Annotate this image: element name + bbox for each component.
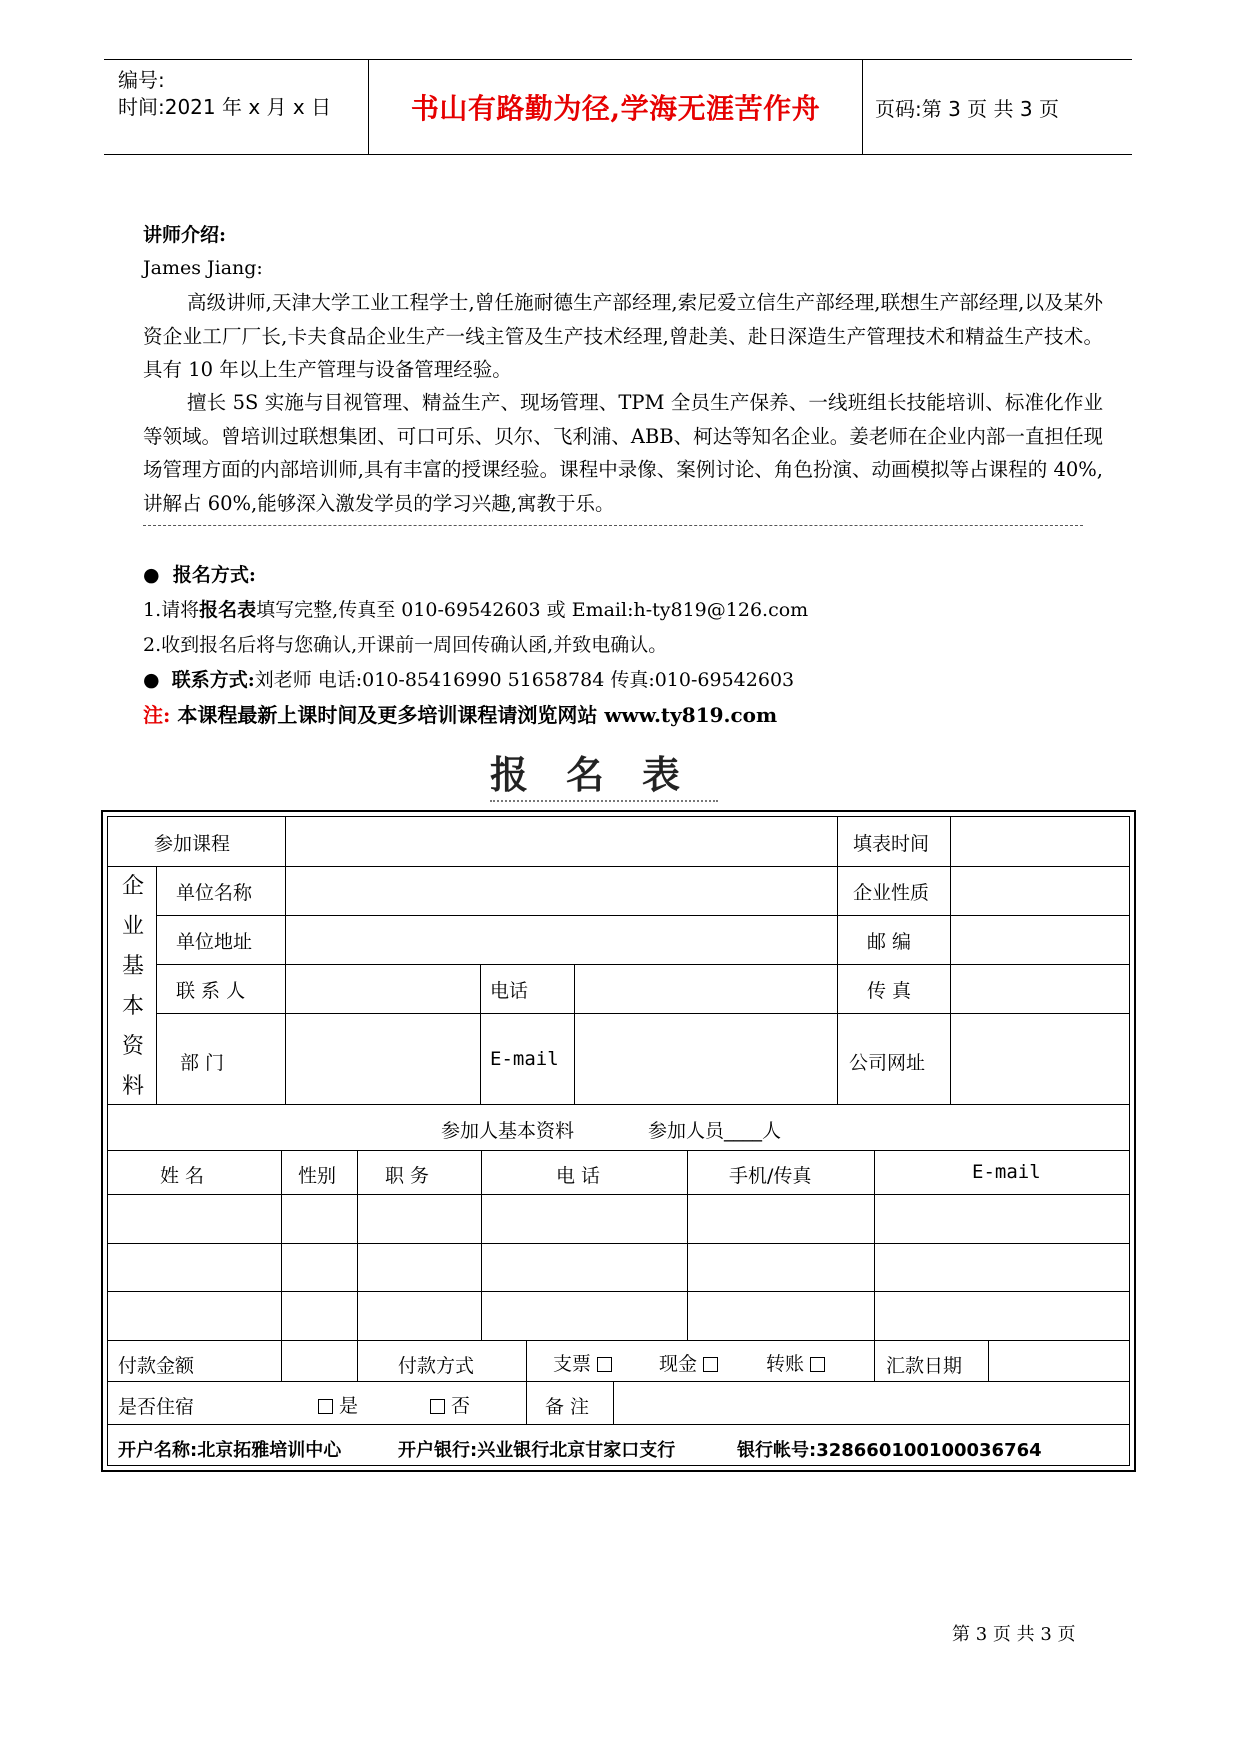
- lodging-label: 是否住宿: [118, 1396, 195, 1418]
- lecturer-heading: 讲师介绍:: [143, 224, 227, 246]
- phone-input[interactable]: [575, 964, 837, 1013]
- checkbox-icon[interactable]: [703, 1357, 718, 1372]
- fax-label: 传 真: [867, 980, 912, 1002]
- header-page-number: 页码:第 3 页 共 3 页: [875, 96, 1059, 121]
- registration-form: [101, 810, 1136, 1472]
- signup-line-1-prefix: 1.请将: [143, 599, 200, 621]
- website-label: 公司网址: [849, 1052, 926, 1074]
- remark-label: 备 注: [545, 1396, 590, 1418]
- contact-person-label: 联 系 人: [176, 980, 246, 1002]
- col-name: 姓 名: [160, 1165, 205, 1187]
- account-name: 开户名称:北京拓雅培训中心: [118, 1440, 342, 1461]
- yes-label: 是: [339, 1395, 359, 1417]
- divider: [143, 525, 1083, 526]
- email-input[interactable]: [575, 1013, 837, 1104]
- checkbox-icon[interactable]: [318, 1399, 333, 1414]
- participants-count: 参加人员____人: [648, 1120, 782, 1142]
- contact-label: 联系方式:: [171, 669, 255, 691]
- remit-date-input[interactable]: [989, 1340, 1131, 1381]
- signup-heading-text: 报名方式:: [172, 564, 256, 586]
- department-input[interactable]: [286, 1013, 480, 1104]
- fill-time-input[interactable]: [951, 817, 1131, 866]
- transfer-label: 转账: [766, 1353, 805, 1375]
- page-footer: 第 3 页 共 3 页: [952, 1624, 1076, 1645]
- check-option[interactable]: [553, 1349, 612, 1376]
- fax-input[interactable]: [951, 964, 1131, 1013]
- contact-value: 刘老师 电话:010-85416990 51658784 传真:010-69542603: [254, 669, 795, 691]
- remit-date-label: 汇款日期: [886, 1355, 963, 1377]
- lecturer-bio-2: 擅长 5S 实施与目视管理、精益生产、现场管理、TPM 全员生产保养、一线班组长技能培训、标准化作业等领域。曾培训过联想集团、可口可乐、贝尔、飞利浦、ABB、柯达等知名企业。姜老师在企业内部一直担任现场管理方面的内部培训师,具有丰富的授课经验。课程中录像、案例讨论、角色扮演、动画模拟等占课程的 40%,讲解占 60%,能够深入激发学员的学习兴趣,寓教于乐。: [143, 391, 1103, 515]
- checkbox-icon[interactable]: [430, 1399, 445, 1414]
- contact-line: [143, 664, 794, 697]
- header-meta: [104, 60, 369, 154]
- participant-row[interactable]: [108, 1195, 1131, 1243]
- col-mobile: 手机/传真: [729, 1165, 812, 1187]
- course-input[interactable]: [286, 817, 837, 866]
- address-label: 单位地址: [176, 931, 253, 953]
- cash-option[interactable]: [659, 1349, 718, 1376]
- postcode-input[interactable]: [951, 915, 1131, 964]
- lodging-no-option[interactable]: [430, 1391, 470, 1418]
- email-label: E-mail: [490, 1048, 559, 1070]
- signup-heading: [143, 559, 256, 592]
- unit-name-label: 单位名称: [176, 882, 253, 904]
- transfer-option[interactable]: [766, 1349, 825, 1376]
- phone-label: 电话: [490, 980, 529, 1002]
- payment-amount-label: 付款金额: [118, 1355, 195, 1377]
- unit-name-input[interactable]: [286, 866, 837, 915]
- course-label: 参加课程: [154, 833, 231, 855]
- contact-person-input[interactable]: [286, 964, 480, 1013]
- checkbox-icon[interactable]: [810, 1357, 825, 1372]
- bullet-icon: ●: [143, 669, 160, 691]
- postcode-label: 邮 编: [867, 931, 912, 953]
- account-number-value: 328660100100036764: [816, 1440, 1042, 1461]
- bank-name: 开户银行:兴业银行北京甘家口支行: [398, 1440, 676, 1461]
- check-label: 支票: [553, 1353, 592, 1375]
- header-motto: 书山有路勤为径,学海无涯苦作舟: [410, 92, 821, 125]
- signup-line-1: [143, 594, 808, 627]
- note-text: 本课程最新上课时间及更多培训课程请浏览网站 www.ty819.com: [177, 703, 778, 727]
- doc-time: 时间:2021 年 x 月 x 日: [118, 95, 332, 119]
- bullet-icon: ●: [143, 564, 160, 586]
- no-label: 否: [451, 1395, 471, 1417]
- address-input[interactable]: [286, 915, 837, 964]
- col-gender: 性别: [298, 1165, 337, 1187]
- checkbox-icon[interactable]: [597, 1357, 612, 1372]
- note-line: [143, 699, 777, 732]
- header-motto-cell: [369, 60, 863, 154]
- participant-row[interactable]: [108, 1292, 1131, 1340]
- signup-line-1-suffix: 填写完整,传真至 010-69542603 或 Email:h-ty819@126.com: [256, 599, 809, 621]
- col-email: E-mail: [972, 1161, 1041, 1183]
- lodging-yes-option[interactable]: [318, 1391, 358, 1418]
- nature-label: 企业性质: [853, 882, 930, 904]
- remark-input[interactable]: [614, 1381, 1131, 1424]
- account-number-label: 银行帐号:: [737, 1440, 817, 1461]
- form-inner-border: [107, 816, 1130, 1466]
- page-header: [104, 59, 1132, 155]
- signup-line-2: 2.收到报名后将与您确认,开课前一周回传确认函,并致电确认。: [143, 634, 668, 656]
- form-title: 报名表: [490, 750, 718, 802]
- doc-number: 编号:: [118, 68, 165, 92]
- lecturer-bio-1: 高级讲师,天津大学工业工程学士,曾任施耐德生产部经理,索尼爱立信生产部经理,联想生产部经理,以及某外资企业工厂厂长,卡夫食品企业生产一线主管及生产技术经理,曾赴美、赴日深造生产管理技术和精益生产技术。具有 10 年以上生产管理与设备管理经验。: [143, 291, 1103, 381]
- payment-method-label: 付款方式: [398, 1355, 475, 1377]
- department-label: 部 门: [180, 1052, 225, 1074]
- lecturer-name: James Jiang:: [143, 257, 263, 279]
- participants-label: 参加人基本资料: [441, 1120, 575, 1142]
- fill-time-label: 填表时间: [853, 833, 930, 855]
- website-input[interactable]: [951, 1013, 1131, 1104]
- nature-input[interactable]: [951, 866, 1131, 915]
- col-phone: 电 话: [556, 1165, 601, 1187]
- account-number: [737, 1436, 1042, 1462]
- note-label: 注:: [143, 703, 171, 727]
- cash-label: 现金: [659, 1353, 698, 1375]
- col-position: 职 务: [385, 1165, 430, 1187]
- header-page-cell: [863, 60, 1132, 154]
- payment-amount-input[interactable]: [282, 1340, 357, 1381]
- participant-row[interactable]: [108, 1244, 1131, 1291]
- signup-line-1-bold: 报名表: [199, 599, 257, 621]
- company-section-label: 企业基本资料: [121, 874, 144, 1099]
